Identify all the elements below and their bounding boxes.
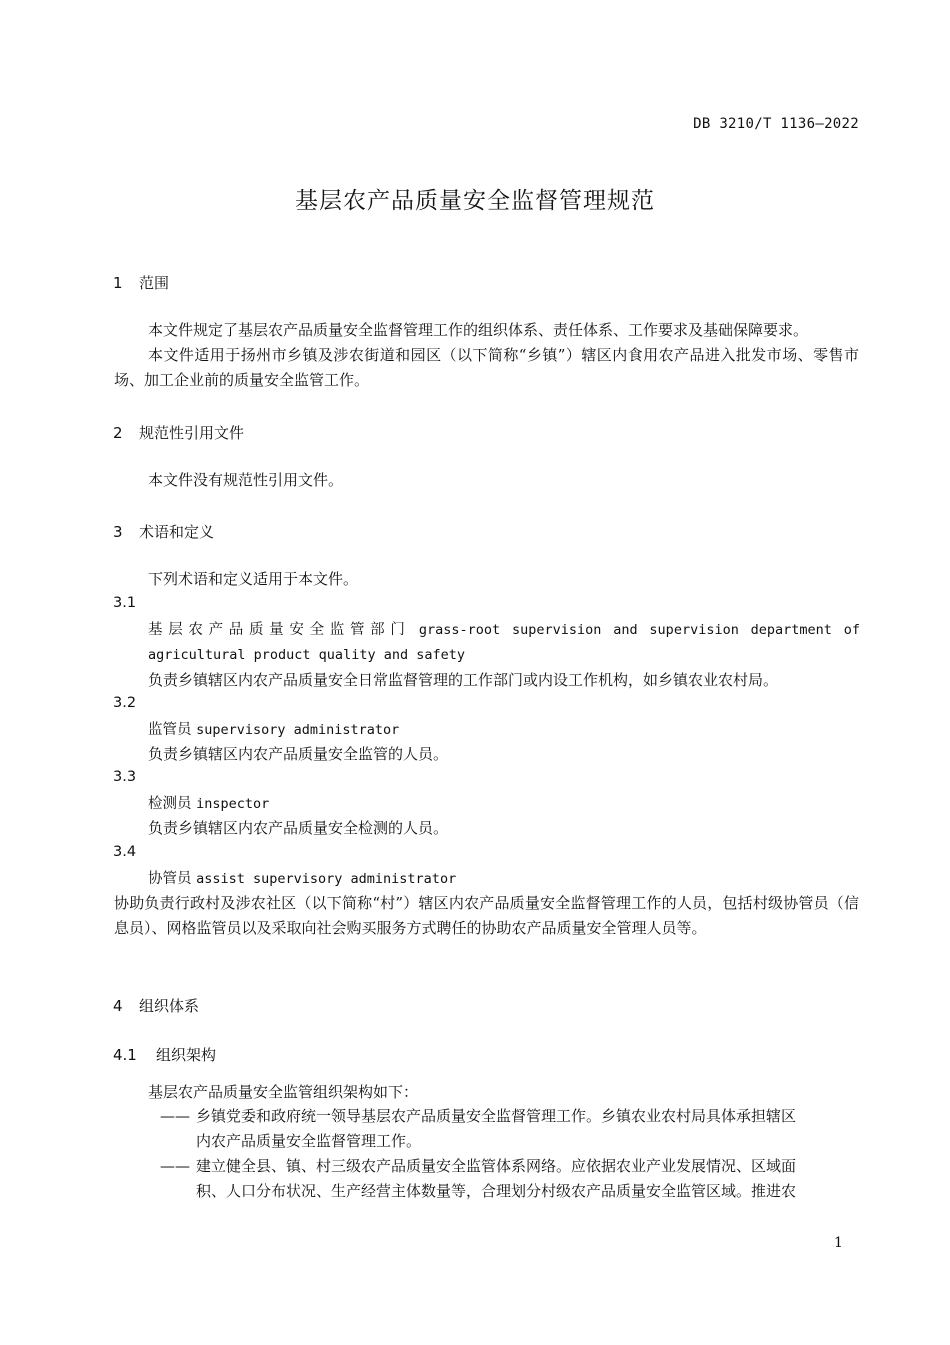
- section-title: 组织体系: [139, 997, 200, 1015]
- section-1-paragraph-2: 本文件适用于扬州市乡镇及涉农街道和园区（以下简称“乡镇”）辖区内食用农产品进入批发市场、零售市场、加工企业前的质量安全监管工作。: [114, 346, 859, 389]
- list-item-line: 内农产品质量安全监督管理工作。: [196, 1132, 422, 1150]
- section-number: 2: [113, 424, 123, 442]
- term-number: 3.2: [113, 695, 137, 711]
- list-item-line: 积、人口分布状况、生产经营主体数量等，合理划分村级农产品质量安全监管区域。推进农: [196, 1182, 797, 1200]
- section-4-heading: [113, 995, 199, 1016]
- section-1-paragraph-1: 本文件规定了基层农产品质量安全监督管理工作的组织体系、责任体系、工作要求及基础保障要求。: [148, 321, 809, 339]
- section-title: 范围: [139, 274, 170, 292]
- term-zh: 协管员: [148, 871, 192, 887]
- term-definition: 负责乡镇辖区内农产品质量安全监管的人员。: [148, 745, 449, 763]
- section-number: 1: [113, 274, 123, 292]
- section-3-heading: [113, 521, 214, 542]
- term-title: [148, 792, 860, 817]
- section-number: 3: [113, 523, 123, 541]
- term-en: grass-root supervision and supervision department of agricultural product quality and safety: [148, 622, 861, 663]
- standard-code: DB 3210/T 1136—2022: [693, 116, 859, 132]
- dash-list-item: [160, 1154, 860, 1204]
- page-number: 1: [834, 1235, 843, 1251]
- term-definition: 负责乡镇辖区内农产品质量安全日常监督管理的工作部门或内设工作机构，如乡镇农业农村局。: [148, 671, 779, 689]
- dash-mark: ——: [160, 1107, 190, 1125]
- dash-list-item: [160, 1104, 860, 1154]
- subsection-title: 组织架构: [156, 1046, 217, 1064]
- dash-mark: ——: [160, 1157, 190, 1175]
- list-item-line: 乡镇党委和政府统一领导基层农产品质量安全监督管理工作。乡镇农业农村局具体承担辖区: [196, 1107, 797, 1125]
- section-2-paragraph-1: 本文件没有规范性引用文件。: [148, 471, 344, 489]
- term-zh: 检测员: [148, 796, 192, 812]
- section-1-heading: [113, 272, 169, 293]
- term-number: 3.3: [113, 769, 137, 785]
- term-number: 3.4: [113, 844, 137, 860]
- term-definition: 负责乡镇辖区内农产品质量安全检测的人员。: [148, 819, 449, 837]
- list-item-line: 建立健全县、镇、村三级农产品质量安全监管体系网络。应依据农业产业发展情况、区域面: [196, 1157, 797, 1175]
- term-title: [148, 718, 860, 743]
- section-number: 4: [113, 997, 123, 1015]
- section-2-heading: [113, 422, 244, 443]
- section-title: 规范性引用文件: [139, 424, 245, 442]
- term-zh: 监管员: [148, 722, 192, 738]
- subsection-number: 4.1: [113, 1046, 137, 1064]
- term-en: assist supervisory administrator: [196, 871, 457, 887]
- document-title: 基层农产品质量安全监督管理规范: [295, 188, 655, 214]
- term-zh: 基层农产品质量安全监管部门: [148, 622, 411, 638]
- subsection-4-1-paragraph-1: 基层农产品质量安全监管组织架构如下：: [148, 1083, 419, 1101]
- section-title: 术语和定义: [139, 523, 215, 541]
- term-title: [148, 867, 860, 892]
- term-title: [148, 618, 860, 668]
- term-en: inspector: [196, 796, 270, 812]
- subsection-4-1-heading: [113, 1044, 216, 1065]
- term-en: supervisory administrator: [196, 722, 400, 738]
- section-3-paragraph-1: 下列术语和定义适用于本文件。: [148, 570, 359, 588]
- term-number: 3.1: [113, 595, 137, 611]
- term-definition: 协助负责行政村及涉农社区（以下简称“村”）辖区内农产品质量安全监督管理工作的人员，包括村级协管员（信息员）、网格监管员以及采取向社会购买服务方式聘任的协助农产品质量安全管理人员等。: [114, 894, 859, 937]
